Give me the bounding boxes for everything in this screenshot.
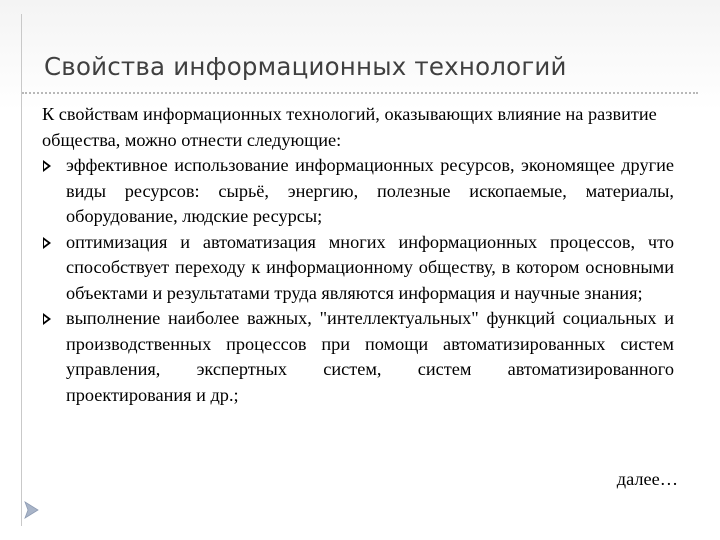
triangle-bullet-icon [43, 313, 51, 325]
list-item-text: оптимизация и автоматизация многих информационных процессов, что способствует переходу к информационному обществу, в котором основными объектами и результатами труда являются информация и научные знания; [66, 231, 674, 303]
list-item [42, 153, 674, 230]
list-item-text: выполнение наиболее важных, "интеллектуальных" функций социальных и производственных процессов при помощи автоматизированных систем управления, экспертных систем, систем автоматизированного проектирования и др.; [66, 308, 674, 405]
triangle-bullet-icon [43, 237, 51, 249]
intro-paragraph: К свойствам информационных технологий, оказывающих влияние на развитие общества, можно отнести следующие: [42, 104, 657, 150]
property-list [42, 153, 674, 408]
list-item [42, 306, 674, 408]
list-item [42, 230, 674, 307]
left-vertical-rule [21, 14, 22, 526]
slide-body [42, 102, 674, 408]
list-item-text: эффективное использование информационных ресурсов, экономящее другие виды ресурсов: сырьё, энергию, полезные ископаемые, материалы, оборудование, людские ресурсы; [66, 155, 674, 226]
triangle-bullet-icon [43, 160, 51, 172]
slide-title: Свойства информационных технологий [44, 52, 567, 81]
further-link[interactable]: далее… [616, 469, 678, 489]
title-divider [22, 92, 698, 94]
next-slide-arrow-shape [25, 502, 38, 518]
next-slide-arrow-icon[interactable] [24, 501, 40, 519]
